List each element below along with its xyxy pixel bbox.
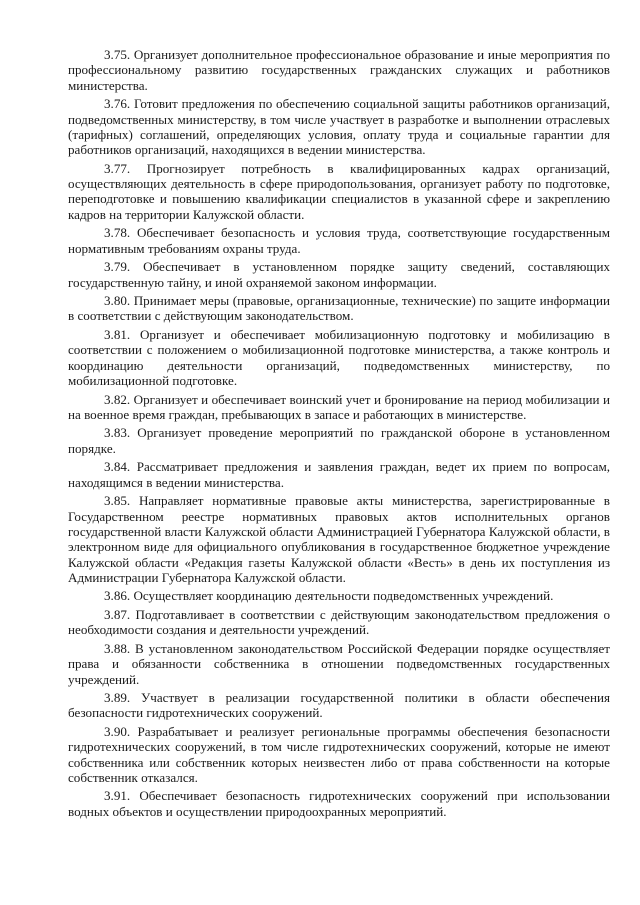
paragraph-3-75: 3.75. Организует дополнительное профессиональное образование и иные мероприятия по профессиональному развитию государственных гражданских служащих и работников министерства. bbox=[68, 47, 610, 93]
paragraph-3-80: 3.80. Принимает меры (правовые, организационные, технические) по защите информации в соответствии с действующим законодательством. bbox=[68, 293, 610, 324]
paragraph-3-76: 3.76. Готовит предложения по обеспечению социальной защиты работников организаций, подведомственных министерству, в том числе участвует в разработке и выполнении отраслевых (тарифных) соглашений, определяющих условия, оплату труда и социальные гарантии для работников организаций, находящихся в ведении министерства. bbox=[68, 96, 610, 158]
paragraph-3-81: 3.81. Организует и обеспечивает мобилизационную подготовку и мобилизацию в соответствии с положением о мобилизационной подготовке министерства, а также контроль и координацию деятельности организаций, подведомственных министерству, по мобилизационной подготовке. bbox=[68, 326, 610, 388]
paragraph-3-85: 3.85. Направляет нормативные правовые акты министерства, зарегистрированные в Государственном реестре нормативных правовых актов исполнительных органов государственной власти Калужской области Администрацией Губернатора Калужской области, в электронном виде для официального опубликования в государственное бюджетное учреждение Калужской области «Редакция газеты Калужской области «Весть» в день их поступления из Администрации Губернатора Калужской области. bbox=[68, 493, 610, 585]
paragraph-3-84: 3.84. Рассматривает предложения и заявления граждан, ведет их прием по вопросам, находящимся в ведении министерства. bbox=[68, 459, 610, 490]
paragraph-3-83: 3.83. Организует проведение мероприятий по гражданской обороне в установленном порядке. bbox=[68, 425, 610, 456]
paragraph-3-79: 3.79. Обеспечивает в установленном порядке защиту сведений, составляющих государственную тайну, и иной охраняемой законом информации. bbox=[68, 259, 610, 290]
paragraph-3-88: 3.88. В установленном законодательством Российской Федерации порядке осуществляет права и обязанности собственника в отношении подведомственных государственных учреждений. bbox=[68, 640, 610, 687]
paragraph-3-91: 3.91. Обеспечивает безопасность гидротехнических сооружений при использовании водных объектов и осуществлении природоохранных мероприятий. bbox=[68, 788, 610, 819]
paragraph-3-90: 3.90. Разрабатывает и реализует региональные программы обеспечения безопасности гидротехнических сооружений, в том числе гидротехнических сооружений, которые не имеют собственника или собственник которых неизвестен либо от права собственности на которые собственник отказался. bbox=[68, 723, 610, 785]
paragraph-3-89: 3.89. Участвует в реализации государственной политики в области обеспечения безопасности гидротехнических сооружений. bbox=[68, 690, 610, 721]
paragraph-3-87: 3.87. Подготавливает в соответствии с действующим законодательством предложения о необходимости создания и деятельности учреждений. bbox=[68, 606, 610, 638]
paragraph-3-78: 3.78. Обеспечивает безопасность и условия труда, соответствующие государственным нормативным требованиям охраны труда. bbox=[68, 225, 610, 256]
paragraph-3-77: 3.77. Прогнозирует потребность в квалифицированных кадрах организаций, осуществляющих деятельность в сфере природопользования, организует работу по подготовке, переподготовке и повышению квалификации специалистов в указанной сфере и закреплению кадров на территории Калужской области. bbox=[68, 160, 610, 222]
paragraph-3-82: 3.82. Организует и обеспечивает воинский учет и бронирование на период мобилизации и на военное время граждан, пребывающих в запасе и работающих в министерстве. bbox=[68, 391, 610, 422]
paragraph-3-86: 3.86. Осуществляет координацию деятельности подведомственных учреждений. bbox=[104, 588, 554, 604]
